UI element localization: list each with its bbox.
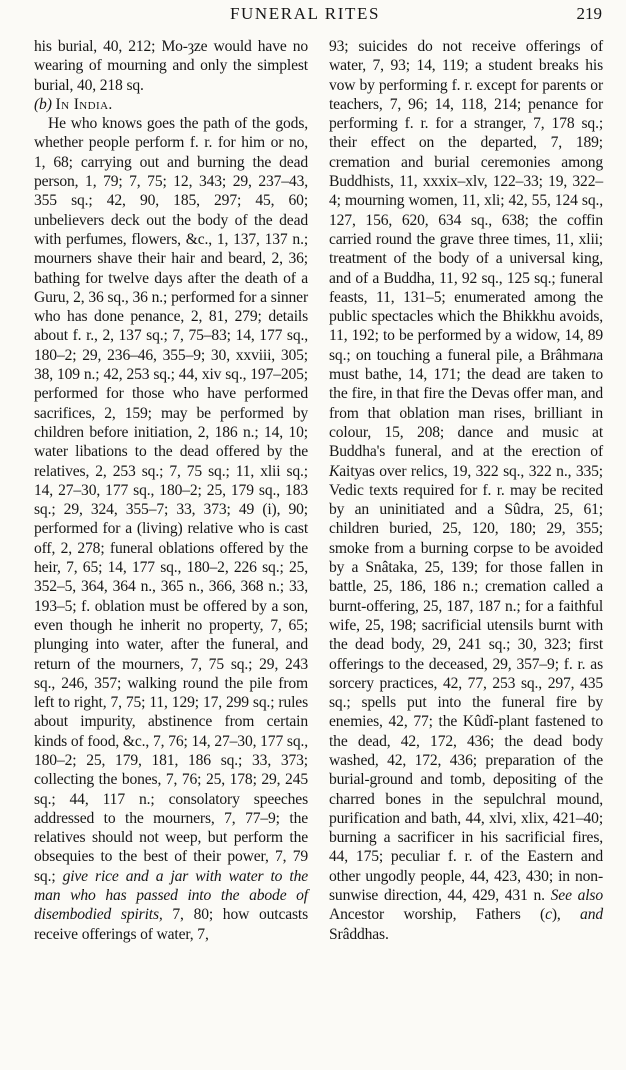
continued-entry: his burial, 40, 212; Mo-ȝze would have no wearing of mourning and only the simplest burial, 40, 218 sq. <box>34 38 308 94</box>
entry-text-1: He who knows goes the path of the gods, whether people perform f. r. for him or no, 1, 68; carrying out and burning the dead person, 1, 79; 7, 75; 12, 343; 29, 237–43, 355 sq.; 42, 90, 185, 297; 45, 60; unbelievers deck out the body of the dead with perfumes, flowers, &c., 1, 137, 137 n.; mourners shave their hair and beard, 2, 36; bathing for twelve days after the death of a Guru, 2, 36 sq., 36 n.; performed for a sinner who has done penance, 2, 81, 279; details about f. r., 2, 137 sq.; 7, 75–83; 14, 177 sq., 180–2; 29, 236–46, 355–9; 30, xxviii, 305; 38, 109 n.; 42, 253 sq.; 44, xiv sq., 197–205; performed for those who have performed sacrifices, 2, 159; may be performed by children before initiation, 2, 186 n.; 14, 10; water libations to the dead offered by the relatives, 2, 253 sq.; 7, 75 sq.; 11, xlii sq.; 14, 27–30, 177 sq., 180–2; 25, 179 sq., 183 sq.; 29, 324, 355–7; 33, 373; 49 (i), 90; performed for a (living) relative who is cast off, 2, 278; funeral oblations offered by the heir, 7, 65; 14, 177 sq., 180–2, 226 sq.; 25, 352–5, 364, 364 n., 365 n., 366, 368 n.; 33, 193–5; f. oblation must be offered by a son, even though he inherit no property, 7, 65; plunging into water, after the funeral, and return of the mourners, 7, 75 sq.; 29, 243 sq., 246, 357; walking round the pile from left to right, 7, 75; 11, 129; 17, 299 sq.; rules about impurity, abstinence from certain kinds of food, &c., 7, 76; 14, 27–30, 177 sq., 180–2; 25, 179, 181, 186 sq.; 33, 373; collecting the bones, 7, 76; 25, 178; 29, 245 sq.; 44, 117 n.; consolatory speeches addressed to the mourners, 7, 77–9; the relatives should not weep, but perform the obsequies to the best of their power, 7, 79 sq.; <box>34 115 308 885</box>
subsection-heading <box>34 95 308 114</box>
see-also: See also <box>550 887 603 905</box>
cross-ref-1: Ancestor worship, Fathers ( <box>329 906 546 924</box>
entry-text-3: 93; suicides do not receive offerings of water, 7, 93; 14, 119; a student breaks his vow by performing f. r. except for parents or teachers, 7, 96; 14, 118, 214; penance for performing f. r. for a stranger, 7, 178 sq.; their effect on the departed, 7, 189; cremation and burial ceremonies among Buddhists, 11, xxxix–xlv, 122–33; 19, 322–4; mourning women, 11, xli; 42, 55, 124 sq., 127, 156, 620, 634 sq., 638; the coffin carried round the grave three times, 11, xlii; treatment of the body of a universal king, and of a Buddha, 11, 92 sq., 125 sq.; funeral feasts, 11, 131–5; enumerated among the public spectacles which the Bhikkhu avoids, 11, 192; to be performed by a widow, 14, 89 sq.; on touching a funeral pile, a Brâhma <box>329 38 603 364</box>
cross-ref-2: ), <box>551 906 561 924</box>
page-number: 219 <box>576 4 602 23</box>
index-entry-body <box>34 114 308 944</box>
subsection-title: In India. <box>55 95 113 113</box>
cross-ref-letter: c <box>545 906 552 924</box>
running-head: FUNERAL RITES <box>230 4 381 23</box>
entry-text-4: a must bathe, 14, 171; the dead are taken to the fire, in that fire the Devas offer man, and from that oblation man rises, brilliant in colour, 15, 208; dance and music at Buddha's funeral, and at the erection of <box>329 346 603 461</box>
entry-text-2: 7, 80; how outcasts receive offerings of water, 7, <box>34 906 309 943</box>
brahmana-italic: n <box>588 346 597 364</box>
right-column <box>329 37 603 944</box>
cross-ref-3: Srâddhas. <box>329 925 389 943</box>
entry-italic-quote: give rice and a jar with water to the man who has passed into the abode of disembodied spirits, <box>34 867 308 924</box>
and-word: and <box>580 906 603 924</box>
left-column <box>34 37 308 944</box>
subsection-label: (b) <box>34 95 52 113</box>
kaityas-italic: K <box>329 462 340 480</box>
page-header <box>0 0 626 36</box>
entry-text-5: aityas over relics, 19, 322 sq., 322 n., 335; Vedic texts required for f. r. may be recited by an uninitiated and a Sûdra, 25, 61; children buried, 25, 120, 180; 29, 355; smoke from a burning corpse to be avoided by a Snâtaka, 25, 139; for those fallen in battle, 25, 186, 186 n.; cremation called a burnt-offering, 25, 187, 187 n.; for a faithful wife, 25, 198; sacrificial utensils burnt with the dead body, 29, 241 sq.; 30, 323; first offerings to the deceased, 29, 357–9; f. r. as sorcery practices, 42, 77, 253 sq., 297, 435 sq.; spells put into the funeral fire by enemies, 42, 77; the Kûdî-plant fastened to the dead, 42, 172, 436; the dead body washed, 42, 172, 436; preparation of the burial-ground and tomb, depositing of the charred bones in the sepulchral mound, purification and bath, 44, xlvi, xlix, 421–40; burning a sacrificer in his sacrificial fires, 44, 175; peculiar f. r. of the Eastern and other ungodly people, 44, 423, 430; in non-sunwise direction, 44, 429, 431 n. <box>329 462 603 905</box>
index-entry-continued <box>329 37 603 944</box>
